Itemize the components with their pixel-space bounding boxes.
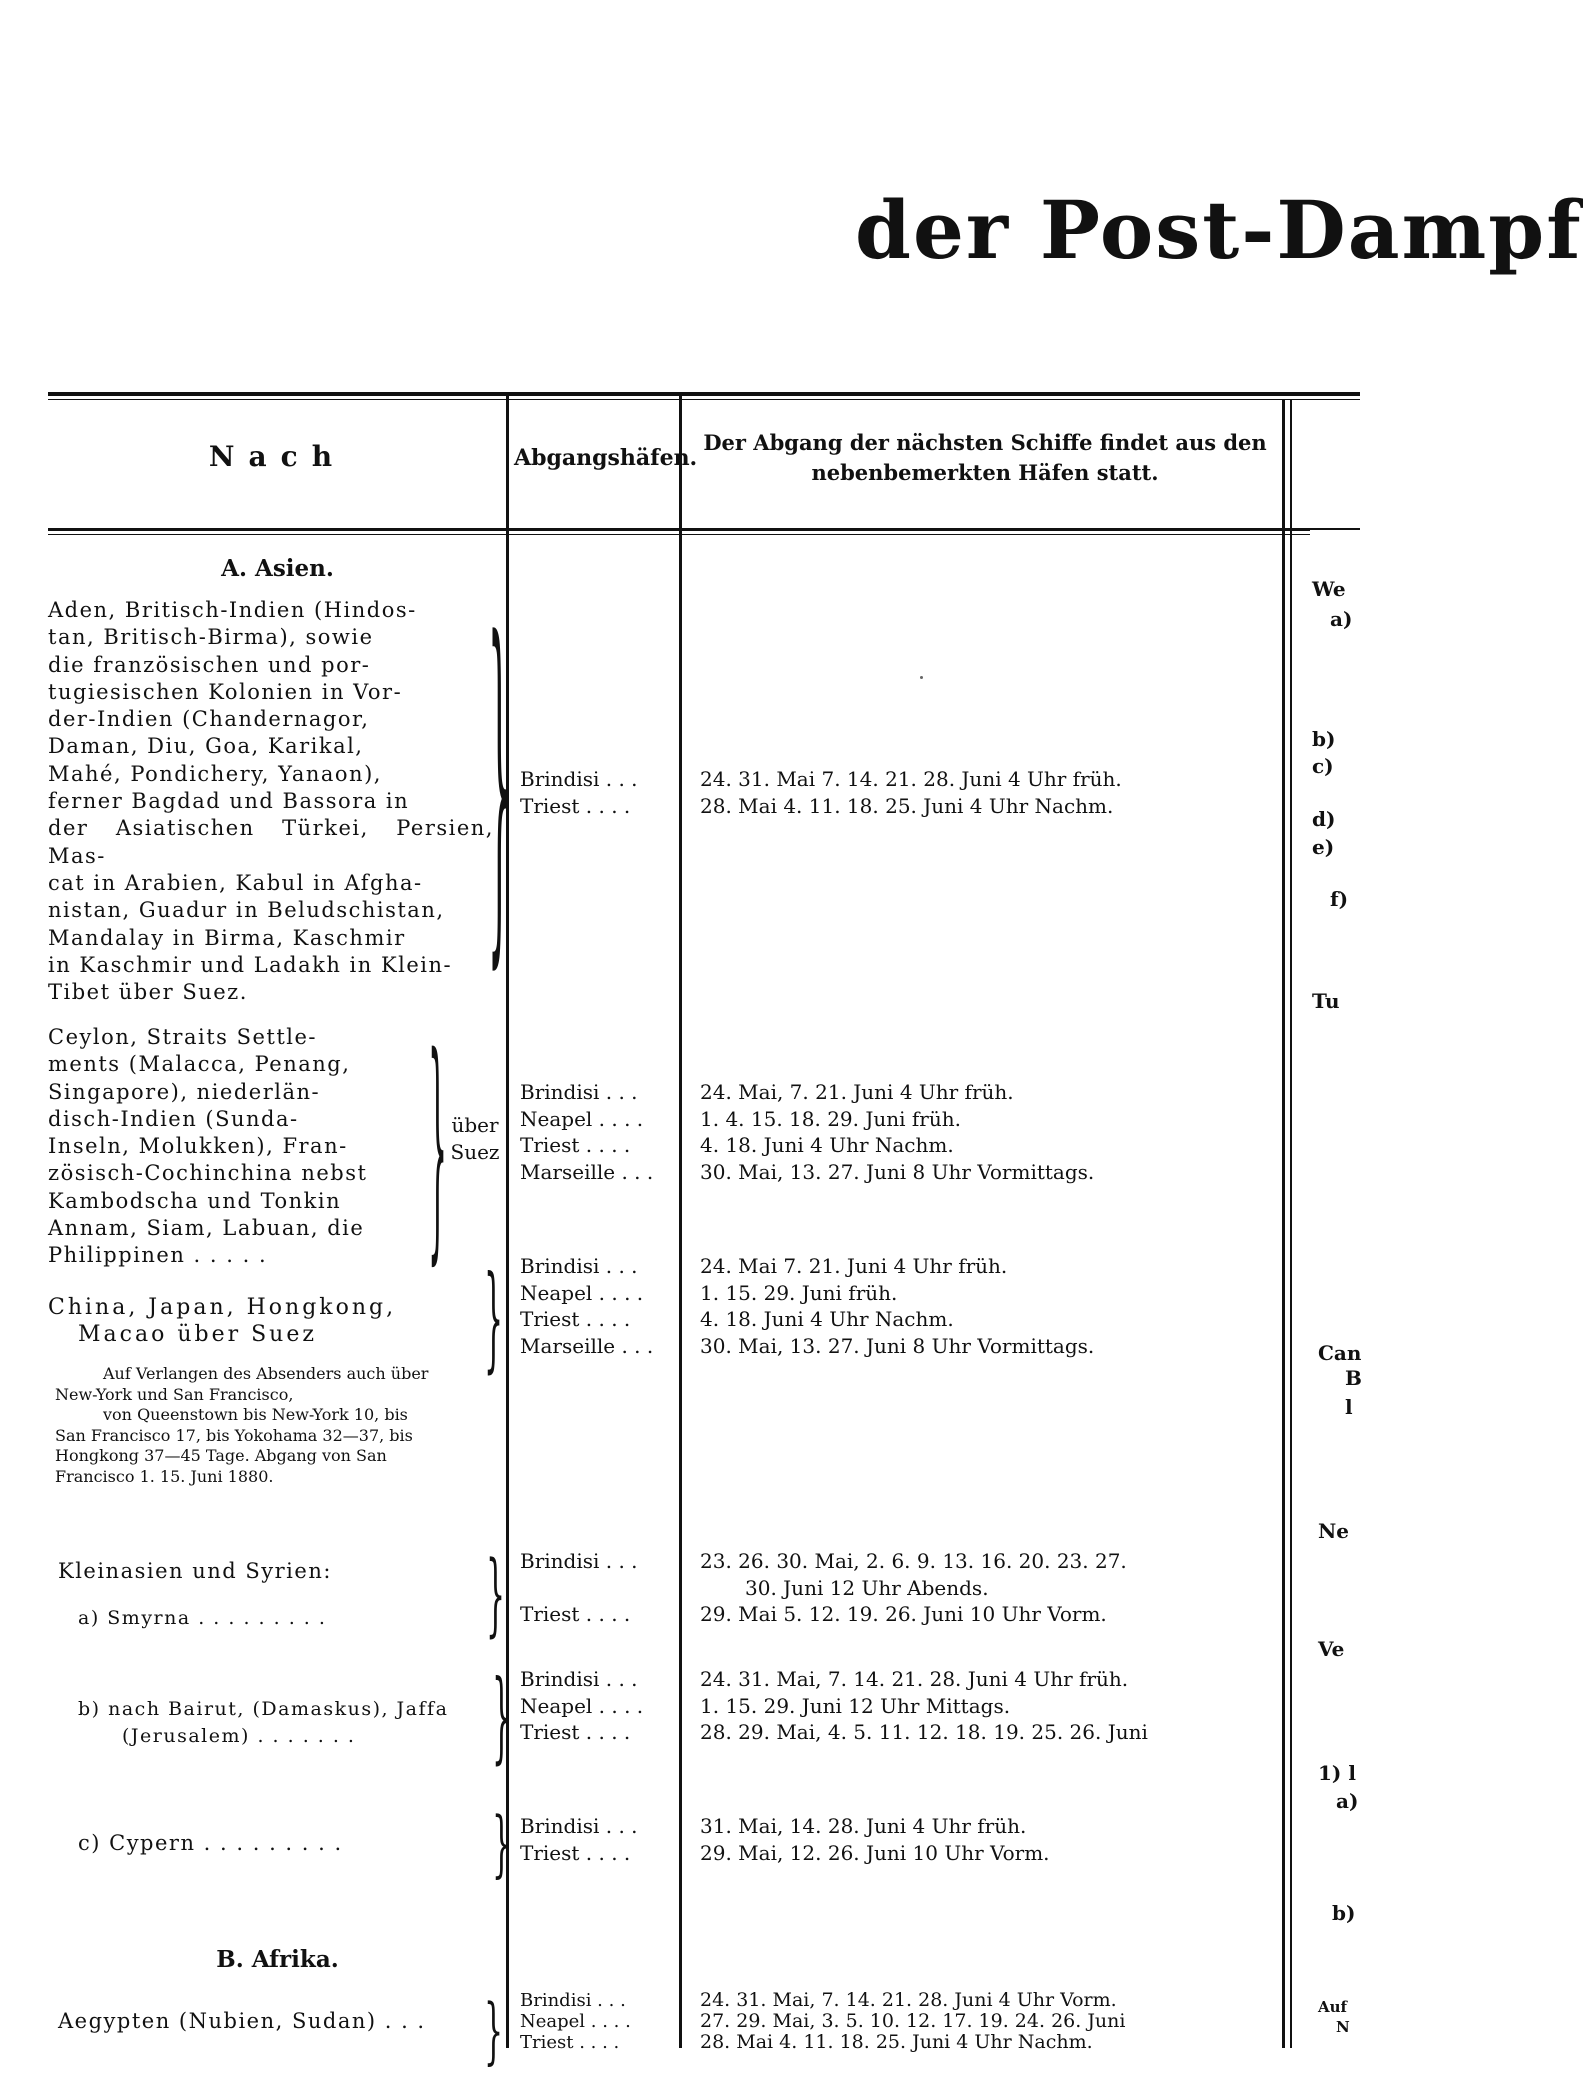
right-col-fragment: b)	[1312, 727, 1336, 751]
text-line: Kambodscha und Tonkin	[48, 1188, 342, 1213]
header-departures-line: nebenbemerkten Häfen statt.	[811, 460, 1159, 485]
departure-line: 24. Mai, 7. 21. Juni 4 Uhr früh.	[700, 1080, 1014, 1104]
entry-cypern: c) Cypern . . . . . . . . .	[78, 1831, 343, 1855]
text-line: der Asiatischen Türkei, Persien, Mas-	[48, 816, 494, 868]
departure-line: 30. Juni 12 Uhr Abends.	[745, 1575, 989, 1600]
text-line: Inseln, Molukken), Fran-	[48, 1134, 348, 1159]
header-nach: Nach	[208, 440, 347, 473]
port-name: Brindisi . . .	[520, 1814, 638, 1838]
port-name: Brindisi . . .	[520, 1990, 626, 2011]
brace-bairut: }	[492, 1659, 512, 1776]
text-line: ferner Bagdad und Bassora in	[48, 789, 410, 814]
header-departures	[690, 428, 1280, 488]
departures-cypern	[700, 1813, 1275, 1866]
text-line: b) nach Bairut, (Damaskus), Jaffa	[78, 1698, 449, 1720]
table-top-rule-thin	[48, 399, 1360, 400]
ports-aden	[520, 766, 685, 819]
port-name: Triest . . . .	[520, 1601, 631, 1626]
text-line: Mahé, Pondichery, Yanaon),	[48, 761, 382, 786]
departures-aden	[700, 766, 1275, 819]
text-line: Macao über Suez	[78, 1322, 317, 1348]
entry-kleinasien-title: Kleinasien und Syrien:	[58, 1559, 332, 1583]
port-name: Neapel . . . .	[520, 2011, 631, 2032]
departure-line: 24. 31. Mai, 7. 14. 21. 28. Juni 4 Uhr Vorm.	[700, 1989, 1117, 2011]
departure-line: 24. 31. Mai, 7. 14. 21. 28. Juni 4 Uhr früh.	[700, 1667, 1129, 1691]
text-line: tugiesischen Kolonien in Vor-	[48, 679, 403, 704]
port-name: Marseille . . .	[520, 1159, 654, 1184]
right-col-fragment: 1) l	[1318, 1761, 1356, 1785]
section-heading-africa: B. Afrika.	[216, 1946, 339, 1973]
text-line: Ceylon, Straits Settle-	[48, 1025, 318, 1049]
entry-aegypten: Aegypten (Nubien, Sudan) . . .	[58, 2009, 426, 2033]
port-name: Triest . . . .	[520, 793, 631, 818]
right-col-fragment: a)	[1336, 1789, 1359, 1813]
text-line: disch-Indien (Sunda-	[48, 1106, 299, 1131]
brace-aden: }	[488, 569, 511, 1003]
port-name: Brindisi . . .	[520, 1549, 638, 1573]
right-col-fragment: Auf	[1318, 1998, 1347, 2016]
brace-ceylon: }	[428, 1008, 448, 1288]
brace-aegypten: }	[484, 1989, 504, 2073]
brace-kleinasien: }	[486, 1542, 506, 1648]
text-line: zösisch-Cochinchina nebst	[48, 1161, 368, 1186]
text-line: Mandalay in Birma, Kaschmir	[48, 925, 406, 950]
text-line: (Jerusalem) . . . . . . .	[122, 1725, 356, 1748]
text-line: Singapore), niederlän-	[48, 1079, 321, 1104]
header-departures-line: Der Abgang der nächsten Schiffe findet aus den	[703, 430, 1267, 455]
departure-line: 28. Mai 4. 11. 18. 25. Juni 4 Uhr Nachm.	[700, 793, 1114, 818]
port-name: Triest . . . .	[520, 1307, 631, 1331]
port-name: Brindisi . . .	[520, 1080, 638, 1104]
port-name: Triest . . . .	[520, 1840, 631, 1865]
entry-smyrna: a) Smyrna . . . . . . . . .	[78, 1607, 327, 1629]
departure-line: 27. 29. Mai, 3. 5. 10. 12. 17. 19. 24. 26. Juni	[700, 2010, 1126, 2032]
via-word: Suez	[450, 1140, 500, 1164]
departure-line: 4. 18. Juni 4 Uhr Nachm.	[700, 1307, 954, 1331]
column-divider-4	[1290, 400, 1292, 2048]
departure-line: 1. 15. 29. Juni 12 Uhr Mittags.	[700, 1693, 1011, 1718]
departure-line: 29. Mai 5. 12. 19. 26. Juni 10 Uhr Vorm.	[700, 1602, 1107, 1626]
right-col-fragment: Ve	[1318, 1637, 1345, 1661]
ports-cypern	[520, 1813, 685, 1866]
section-heading-asia: A. Asien.	[221, 555, 334, 582]
column-divider-3	[1282, 400, 1285, 2048]
text-line: Annam, Siam, Labuan, die	[48, 1216, 365, 1241]
right-col-fragment: a)	[1330, 607, 1353, 631]
column-divider-2	[679, 392, 682, 2048]
text-line: der-Indien (Chandernagor,	[48, 707, 370, 732]
departure-line: 23. 26. 30. Mai, 2. 6. 9. 13. 16. 20. 23. 27.	[700, 1549, 1127, 1573]
departure-line: 30. Mai, 13. 27. Juni 8 Uhr Vormittags.	[700, 1159, 1095, 1184]
text-line: ments (Malacca, Penang,	[48, 1052, 351, 1077]
right-header-rule	[1295, 528, 1360, 530]
departures-ceylon	[700, 1079, 1275, 1185]
right-col-fragment: B	[1345, 1366, 1362, 1390]
port-name: Brindisi . . .	[520, 767, 638, 791]
right-col-fragment: f)	[1330, 887, 1349, 911]
note-line: New-York und San Francisco,	[55, 1384, 294, 1404]
brace-cypern: }	[492, 1802, 512, 1886]
departure-line: 29. Mai, 12. 26. Juni 10 Uhr Vorm.	[700, 1840, 1050, 1865]
header-ports: Abgangshäfen.	[514, 445, 698, 471]
ports-bairut	[520, 1666, 685, 1746]
departure-line: 31. Mai, 14. 28. Juni 4 Uhr früh.	[700, 1814, 1027, 1838]
text-line: Daman, Diu, Goa, Karikal,	[48, 734, 364, 759]
entry-china-text	[48, 1294, 468, 1349]
departure-line: 28. 29. Mai, 4. 5. 11. 12. 18. 19. 25. 26. Juni	[700, 1720, 1148, 1744]
ports-aegypten	[520, 1990, 685, 2053]
port-name: Brindisi . . .	[520, 1667, 638, 1691]
port-name: Triest . . . .	[520, 1133, 631, 1157]
departure-line: 1. 4. 15. 18. 29. Juni früh.	[700, 1106, 961, 1131]
print-speck	[920, 676, 923, 679]
right-col-fragment: d)	[1312, 807, 1336, 831]
via-suez	[444, 1112, 506, 1166]
text-line: Tibet über Suez.	[48, 980, 248, 1005]
right-col-fragment: c)	[1312, 754, 1334, 778]
text-line: Aden, Britisch-Indien (Hindos-	[48, 598, 417, 622]
note-line: Auf Verlangen des Absenders auch über	[103, 1364, 429, 1383]
note-line: Hongkong 37—45 Tage. Abgang von San	[55, 1446, 387, 1465]
departure-line: 24. Mai 7. 21. Juni 4 Uhr früh.	[700, 1254, 1008, 1278]
port-name: Brindisi . . .	[520, 1254, 638, 1278]
right-col-fragment: b)	[1332, 1901, 1356, 1925]
port-name: Triest . . . .	[520, 1720, 631, 1744]
right-col-fragment: e)	[1312, 835, 1335, 859]
table-top-rule	[48, 392, 1360, 396]
right-col-fragment: l	[1345, 1395, 1353, 1419]
text-line: in Kaschmir und Ladakh in Klein-	[48, 952, 453, 977]
port-name: Neapel . . . .	[520, 1106, 644, 1131]
departure-line: 1. 15. 29. Juni früh.	[700, 1280, 898, 1305]
right-col-fragment: Ne	[1318, 1519, 1350, 1543]
entry-aden-text	[48, 597, 494, 1006]
note-line: Francisco 1. 15. Juni 1880.	[55, 1466, 274, 1486]
page-title: der Post-Dampf	[855, 183, 1583, 277]
departure-line: 24. 31. Mai 7. 14. 21. 28. Juni 4 Uhr früh.	[700, 767, 1122, 791]
text-line: Philippinen . . . . .	[48, 1243, 268, 1268]
text-line: cat in Arabien, Kabul in Afgha-	[48, 870, 423, 895]
departure-line: 28. Mai 4. 11. 18. 25. Juni 4 Uhr Nachm.	[700, 2031, 1093, 2053]
text-line: die französischen und por-	[48, 652, 371, 677]
brace-china: }	[484, 1252, 504, 1386]
port-name: Marseille . . .	[520, 1333, 654, 1358]
right-col-fragment: N	[1336, 2018, 1350, 2036]
departures-bairut	[700, 1666, 1275, 1746]
departures-aegypten	[700, 1990, 1275, 2053]
note-line: San Francisco 17, bis Yokohama 32—37, bis	[55, 1425, 413, 1445]
departure-line: 30. Mai, 13. 27. Juni 8 Uhr Vormittags.	[700, 1333, 1095, 1358]
port-name: Neapel . . . .	[520, 1693, 644, 1718]
departure-line: 4. 18. Juni 4 Uhr Nachm.	[700, 1133, 954, 1157]
text-line: tan, Britisch-Birma), sowie	[48, 625, 374, 650]
departures-china	[700, 1253, 1275, 1359]
ports-china	[520, 1253, 685, 1359]
right-col-fragment: Can	[1318, 1341, 1362, 1365]
text-line: nistan, Guadur in Beludschistan,	[48, 898, 445, 923]
right-col-fragment: Tu	[1312, 989, 1340, 1013]
entry-ceylon-text	[48, 1024, 438, 1270]
note-china	[55, 1364, 500, 1487]
port-name: Triest . . . .	[520, 2032, 620, 2053]
note-line: von Queenstown bis New-York 10, bis	[103, 1405, 408, 1424]
text-line: China, Japan, Hongkong,	[48, 1295, 397, 1320]
via-word: über	[451, 1113, 499, 1137]
entry-bairut	[78, 1696, 488, 1751]
right-col-fragment: We	[1312, 577, 1346, 601]
departures-kleinasien	[700, 1548, 1275, 1628]
port-name: Neapel . . . .	[520, 1280, 644, 1305]
ports-ceylon	[520, 1079, 685, 1185]
ports-kleinasien	[520, 1548, 685, 1627]
